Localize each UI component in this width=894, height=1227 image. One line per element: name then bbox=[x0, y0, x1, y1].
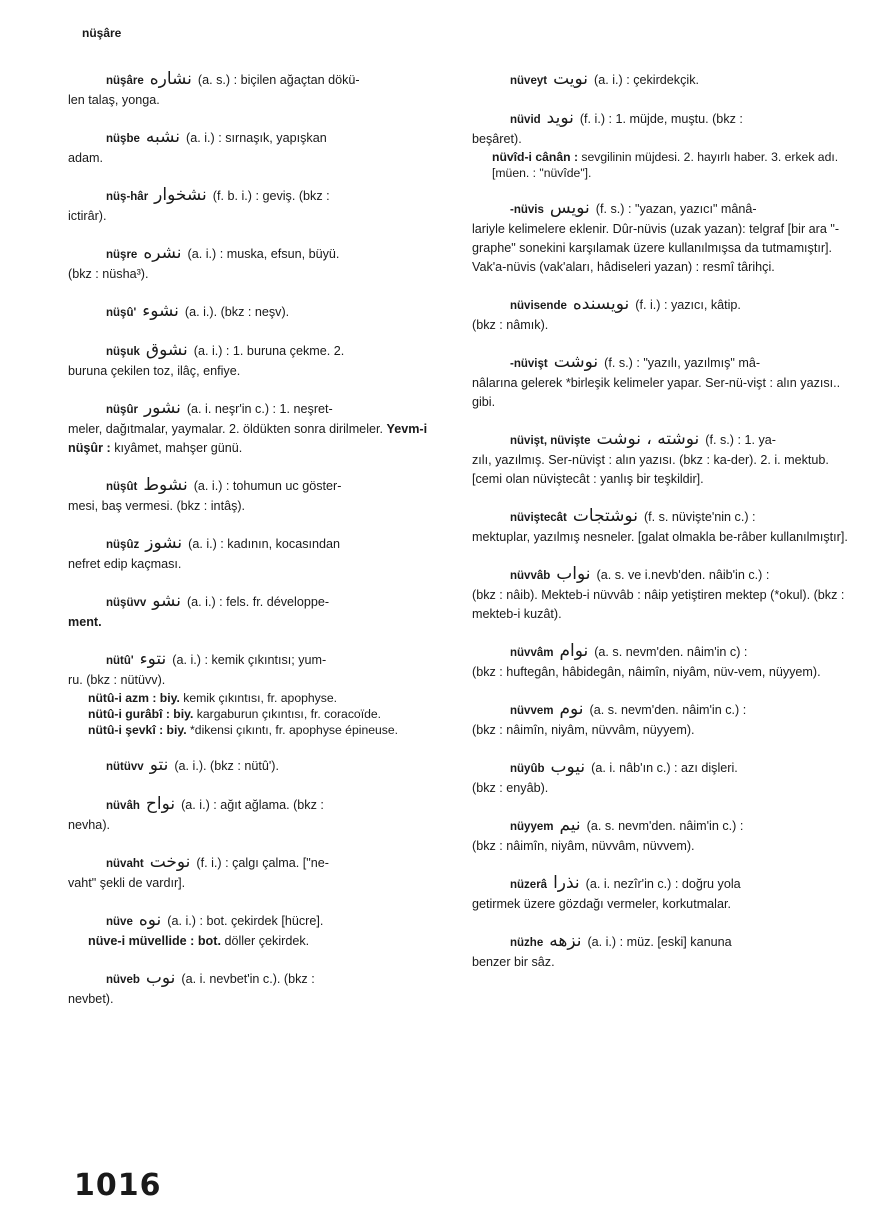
headword: nütüvv bbox=[106, 761, 144, 773]
headword: nüşût bbox=[106, 481, 138, 493]
definition-continued: ment. bbox=[68, 615, 102, 629]
definition: (a. i. nevbet'in c.). (bkz : bbox=[181, 972, 315, 986]
arabic-spelling: نيوب bbox=[550, 757, 586, 777]
headword: nüviştecât bbox=[510, 512, 567, 524]
headword: nüzerâ bbox=[510, 879, 548, 891]
definition-continued: len talaş, yonga. bbox=[68, 93, 160, 107]
headword: nüvvâb bbox=[510, 570, 551, 582]
dictionary-entry bbox=[68, 341, 448, 381]
arabic-spelling: نتوء bbox=[139, 649, 167, 669]
headword: nüş-hâr bbox=[106, 191, 149, 203]
definition-continued: (bkz : nüsha³). bbox=[68, 267, 149, 281]
definition: (a. i.) : kadının, kocasından bbox=[188, 537, 341, 551]
dictionary-entry bbox=[68, 186, 448, 226]
arabic-spelling: نشره bbox=[143, 243, 182, 263]
headword: nüzhe bbox=[510, 937, 544, 949]
dictionary-entry bbox=[472, 565, 856, 624]
definition: (f. s.) : 1. ya- bbox=[705, 433, 776, 447]
definition-continued: (bkz : huftegân, hâbidegân, nâimîn, niyâm, nüv-vem, nüyyem). bbox=[472, 665, 821, 679]
headword: nüve bbox=[106, 916, 133, 928]
dictionary-entry bbox=[472, 70, 856, 91]
definition: (a. i.) : çekirdekçik. bbox=[594, 73, 699, 87]
dictionary-entry bbox=[68, 795, 448, 835]
dictionary-entry bbox=[68, 302, 448, 323]
arabic-spelling: نوشتجات bbox=[572, 506, 638, 526]
sub-entry-label: nütû-i şevkî : biy. bbox=[88, 723, 187, 737]
definition-continued: lariyle kelimelere eklenir. Dûr-nüvis (uzak yazan): telgraf [bir ara "-graphe" sonekini karşılamak üzere kullanılmışsa da tutmamıştır]. Vak'a-nüvis (vak'aları, hâdiseleri yazan) : resmî târihçi. bbox=[472, 222, 840, 274]
dictionary-entry bbox=[68, 128, 448, 168]
definition: (f. i.) : çalgı çalma. ["ne- bbox=[196, 856, 329, 870]
arabic-spelling: نشاره bbox=[149, 69, 192, 89]
headword: -nüvis bbox=[510, 204, 544, 216]
sub-entry-label: nüve-i müvellide : bot. bbox=[88, 934, 221, 948]
definition: (a. s. nevm'den. nâim'in c) : bbox=[594, 645, 748, 659]
sub-entry-text: kıyâmet, mahşer günü. bbox=[114, 441, 243, 455]
arabic-spelling: نويد bbox=[546, 108, 574, 128]
definition: (a. i.). (bkz : nütû'). bbox=[174, 759, 279, 773]
arabic-spelling: نوه bbox=[138, 910, 162, 930]
definition-continued: (bkz : nâib). Mekteb-i nüvvâb : nâip yetiştiren mektep (*okul). (bkz : mekteb-i kuzât). bbox=[472, 588, 845, 621]
definition-continued: nâlarına gelerek *birleşik kelimeler yapar. Ser-nü-vişt : alın yazısı.. gibi. bbox=[472, 376, 841, 409]
sub-entry-text: kemik çıkıntısı, fr. apophyse. bbox=[183, 691, 338, 705]
right-column bbox=[472, 70, 856, 990]
headword: nüvid bbox=[510, 114, 541, 126]
dictionary-entry bbox=[472, 642, 856, 682]
definition: (a. i.) : bot. çekirdek [hücre]. bbox=[167, 914, 324, 928]
sub-entry bbox=[68, 690, 448, 706]
headword: nüşâre bbox=[106, 75, 144, 87]
headword: nüvâh bbox=[106, 800, 140, 812]
dictionary-entry bbox=[68, 70, 448, 110]
definition: (a. i.) : muska, efsun, büyü. bbox=[187, 247, 340, 261]
headword: nüşüvv bbox=[106, 597, 147, 609]
headword: nütû' bbox=[106, 655, 134, 667]
definition-continued: beşâret). bbox=[472, 132, 522, 146]
definition-continued: mektuplar, yazılmış nesneler. [galat olmakla be-râber kullanılmıştır]. bbox=[472, 530, 848, 544]
definition: (a. i. neşr'in c.) : 1. neşret- bbox=[186, 402, 333, 416]
sub-entry bbox=[472, 149, 856, 181]
arabic-spelling: نويت bbox=[553, 69, 589, 89]
headword: nüşûr bbox=[106, 404, 138, 416]
definition-continued: (bkz : nâimîn, niyâm, nüvvâm, nüyyem). bbox=[472, 723, 695, 737]
dictionary-entry bbox=[472, 199, 856, 277]
arabic-spelling: نشور bbox=[143, 398, 181, 418]
definition: (f. b. i.) : geviş. (bkz : bbox=[212, 189, 330, 203]
definition-continued: ru. (bkz : nütüvv). bbox=[68, 673, 166, 687]
page-number: 1016 bbox=[74, 1168, 162, 1203]
sub-entry-text: sevgilinin müjdesi. 2. hayırlı haber. 3. erkek adı. [müen. : "nüvîde"]. bbox=[492, 150, 839, 180]
definition: (a. i. nâb'ın c.) : azı dişleri. bbox=[591, 761, 738, 775]
running-head: nüşâre bbox=[82, 26, 122, 40]
definition-continued: (bkz : enyâb). bbox=[472, 781, 549, 795]
dictionary-entry bbox=[68, 592, 448, 632]
definition-continued: (bkz : nâmık). bbox=[472, 318, 549, 332]
sub-entry-label: nütû-i gurâbî : biy. bbox=[88, 707, 194, 721]
definition: (a. i.) : tohumun uc göster- bbox=[193, 479, 342, 493]
headword: nüveb bbox=[106, 974, 140, 986]
definition-continued: benzer bir sâz. bbox=[472, 955, 555, 969]
arabic-spelling: نشوق bbox=[145, 340, 188, 360]
definition: (a. i.) : sırnaşık, yapışkan bbox=[186, 131, 327, 145]
headword: nüşû' bbox=[106, 307, 137, 319]
dictionary-entry bbox=[68, 399, 448, 458]
arabic-spelling: نذرا bbox=[553, 873, 580, 893]
sub-entry-text: kargaburun çıkıntısı, fr. coracoïde. bbox=[196, 707, 382, 721]
arabic-spelling: نويس bbox=[549, 198, 590, 218]
definition-continued: getirmek üzere gözdağı vermeler, korkutmalar. bbox=[472, 897, 731, 911]
definition-continued: (bkz : nâimîn, niyâm, nüvvâm, nüvvem). bbox=[472, 839, 695, 853]
dictionary-entry bbox=[68, 911, 448, 951]
definition-continued: zılı, yazılmış. Ser-nüvişt : alın yazısı. (bkz : ka-der). 2. i. mektub. [cemi olan nüviştecât : yanlış bir teşkildir]. bbox=[472, 453, 829, 486]
sub-entry bbox=[68, 932, 448, 951]
arabic-spelling: نوب bbox=[145, 968, 176, 988]
left-column bbox=[68, 70, 448, 1027]
definition: (a. i.) : 1. buruna çekme. 2. bbox=[193, 344, 345, 358]
definition: (a. s. nevm'den. nâim'in c.) : bbox=[586, 819, 744, 833]
definition: (f. s. nüvişte'nin c.) : bbox=[643, 510, 756, 524]
dictionary-entry bbox=[68, 476, 448, 516]
arabic-spelling: نوشته ، نوشت bbox=[596, 429, 700, 449]
dictionary-entry bbox=[472, 932, 856, 972]
headword: nüvvem bbox=[510, 705, 554, 717]
definition: (f. s.) : "yazan, yazıcı" mânâ- bbox=[595, 202, 757, 216]
arabic-spelling: نواح bbox=[145, 794, 176, 814]
definition-continued: nevbet). bbox=[68, 992, 114, 1006]
arabic-spelling: نشوء bbox=[142, 301, 179, 321]
definition: (a. i.) : ağıt ağlama. (bkz : bbox=[181, 798, 324, 812]
headword: nüşuk bbox=[106, 346, 140, 358]
headword: nüşbe bbox=[106, 133, 140, 145]
dictionary-entry bbox=[472, 353, 856, 412]
definition: (f. i.) : yazıcı, kâtip. bbox=[635, 298, 741, 312]
headword: nüvisende bbox=[510, 300, 567, 312]
dictionary-entry bbox=[68, 756, 448, 777]
dictionary-entry bbox=[472, 295, 856, 335]
dictionary-entry bbox=[472, 758, 856, 798]
headword: -nüvişt bbox=[510, 358, 548, 370]
headword: nüvvâm bbox=[510, 647, 554, 659]
sub-entry bbox=[68, 706, 448, 722]
definition: (a. i.) : fels. fr. développe- bbox=[186, 595, 330, 609]
dictionary-entry bbox=[68, 853, 448, 893]
definition-continued: meler, dağıtmalar, yaymalar. 2. öldükten sonra dirilmeler. bbox=[68, 422, 383, 436]
dictionary-entry bbox=[472, 109, 856, 181]
dictionary-entry bbox=[68, 534, 448, 574]
headword: nüyyem bbox=[510, 821, 554, 833]
arabic-spelling: نوام bbox=[559, 641, 589, 661]
headword: nüvaht bbox=[106, 858, 144, 870]
sub-entry-label: Yevm-i nüşûr : bbox=[68, 422, 428, 455]
sub-entry-label: nüvîd-i cânân : bbox=[492, 150, 578, 164]
arabic-spelling: نشخوار bbox=[154, 185, 207, 205]
arabic-spelling: نشوط bbox=[143, 475, 188, 495]
dictionary-entry bbox=[472, 507, 856, 547]
definition-continued: nevha). bbox=[68, 818, 111, 832]
arabic-spelling: نواب bbox=[556, 564, 591, 584]
dictionary-entry bbox=[472, 430, 856, 489]
dictionary-entry bbox=[68, 244, 448, 284]
sub-entry bbox=[68, 722, 448, 738]
definition: (a. i.) : kemik çıkıntısı; yum- bbox=[172, 653, 327, 667]
arabic-spelling: نشو bbox=[152, 591, 181, 611]
definition-continued: vaht" şekli de vardır]. bbox=[68, 876, 186, 890]
arabic-spelling: نويسنده bbox=[572, 294, 630, 314]
arabic-spelling: نيم bbox=[559, 815, 581, 835]
headword: nüveyt bbox=[510, 75, 548, 87]
arabic-spelling: نوخت bbox=[149, 852, 191, 872]
definition: (f. i.) : 1. müjde, muştu. (bkz : bbox=[579, 112, 743, 126]
headword: nüyûb bbox=[510, 763, 545, 775]
arabic-spelling: نوشت bbox=[553, 352, 599, 372]
arabic-spelling: نتو bbox=[149, 755, 169, 775]
sub-entry-label: nütû-i azm : biy. bbox=[88, 691, 180, 705]
dictionary-entry bbox=[472, 816, 856, 856]
dictionary-entry bbox=[68, 969, 448, 1009]
definition-continued: mesi, baş vermesi. (bkz : intâş). bbox=[68, 499, 246, 513]
headword: nüvişt, nüvişte bbox=[510, 435, 591, 447]
definition-continued: ictirâr). bbox=[68, 209, 107, 223]
definition: (a. s. ve i.nevb'den. nâib'in c.) : bbox=[596, 568, 770, 582]
headword: nüşûz bbox=[106, 539, 140, 551]
arabic-spelling: نشوز bbox=[145, 533, 183, 553]
definition: (f. s.) : "yazılı, yazılmış" mâ- bbox=[604, 356, 761, 370]
dictionary-entry bbox=[68, 650, 448, 738]
definition: (a. s. nevm'den. nâim'in c.) : bbox=[589, 703, 747, 717]
arabic-spelling: نزهه bbox=[549, 931, 582, 951]
sub-entry-text: *dikensi çıkıntı, fr. apophyse épineuse. bbox=[190, 723, 399, 737]
definition: (a. i.) : müz. [eski] kanuna bbox=[587, 935, 732, 949]
definition: (a. s.) : biçilen ağaçtan dökü- bbox=[197, 73, 360, 87]
definition: (a. i.). (bkz : neşv). bbox=[184, 305, 290, 319]
definition: (a. i. nezîr'in c.) : doğru yola bbox=[585, 877, 741, 891]
dictionary-entry bbox=[472, 700, 856, 740]
definition-continued: buruna çekilen toz, ilâç, enfiye. bbox=[68, 364, 241, 378]
definition-continued: nefret edip kaçması. bbox=[68, 557, 182, 571]
arabic-spelling: نوم bbox=[559, 699, 584, 719]
sub-entry-text: döller çekirdek. bbox=[224, 934, 310, 948]
arabic-spelling: نشبه bbox=[145, 127, 181, 147]
definition-continued: adam. bbox=[68, 151, 104, 165]
headword: nüşre bbox=[106, 249, 138, 261]
dictionary-entry bbox=[472, 874, 856, 914]
